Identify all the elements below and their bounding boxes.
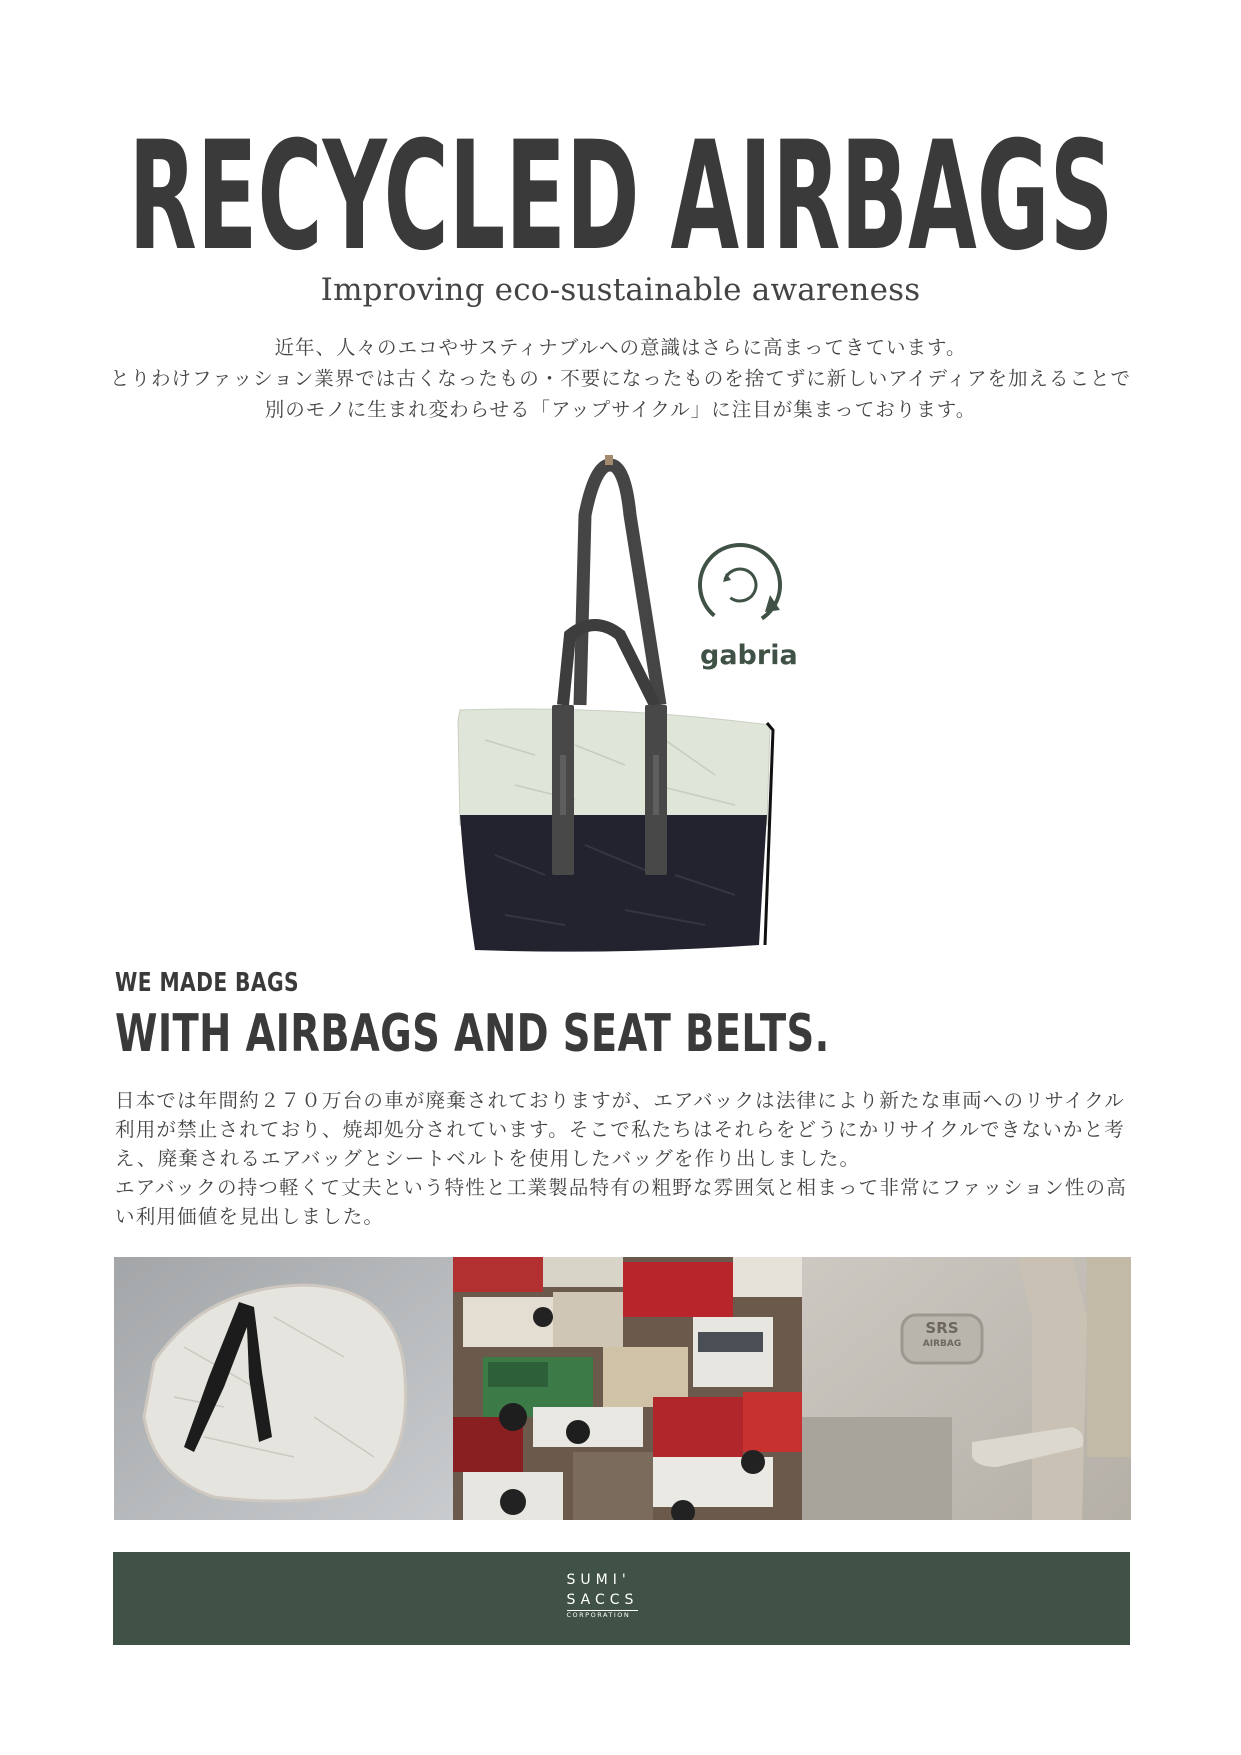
- page-subtitle: Improving eco-sustainable awareness: [320, 272, 921, 308]
- intro-line-3: 別のモノに生まれ変わらせる「アップサイクル」に注目が集まっております。: [264, 398, 977, 421]
- logo-line-2: SACCS: [567, 1592, 639, 1611]
- gabria-logo: [690, 540, 810, 680]
- logo-line-1: SUMI': [566, 1572, 631, 1588]
- body-line-1: 日本では年間約２７０万台の車が廃棄されておりますが、エアバックは法律により新たな車両へのリサイクル: [115, 1089, 1126, 1112]
- page-title-graphic: [121, 118, 1121, 268]
- airbag-photo: [114, 1257, 454, 1520]
- gabria-logo-text: gabria: [700, 640, 798, 671]
- body-line-5: い利用価値を見出しました。: [115, 1205, 385, 1228]
- body-line-4: エアバックの持つ軽くて丈夫という特性と工業製品特有の粗野な雰囲気と相まって非常にファッション性の高: [115, 1176, 1127, 1199]
- seat-belt-photo: [802, 1257, 1131, 1520]
- airbag-label: AIRBAG: [922, 1339, 962, 1349]
- section-headline: WITH AIRBAGS AND SEAT BELTS.: [115, 1004, 830, 1064]
- intro-line-1: 近年、人々のエコやサスティナブルへの意識はさらに高まってきています。: [274, 336, 967, 359]
- logo-line-3: CORPORATION: [566, 1611, 631, 1619]
- recycle-circle-icon: [690, 540, 810, 640]
- tote-bag-image: [455, 455, 780, 965]
- page-title: [0, 118, 1241, 268]
- company-logo: [567, 1572, 677, 1632]
- section-kicker: WE MADE BAGS: [115, 968, 299, 998]
- body-line-2: 利用が禁止されており、焼却処分されています。そこで私たちはそれらをどうにかリサイクルできないかと考: [115, 1118, 1126, 1141]
- srs-label: SRS: [925, 1319, 959, 1337]
- page-title-text: RECYCLED AIRBAGS: [128, 118, 1113, 268]
- body-line-3: え、廃棄されるエアバッグとシートベルトを使用したバッグを作り出しました。: [115, 1147, 861, 1170]
- intro-line-2: とりわけファッション業界では古くなったもの・不要になったものを捨てずに新しいアイディアを加えることで: [110, 367, 1131, 390]
- footer-bar: [113, 1552, 1130, 1645]
- scrapped-cars-photo: [453, 1257, 803, 1520]
